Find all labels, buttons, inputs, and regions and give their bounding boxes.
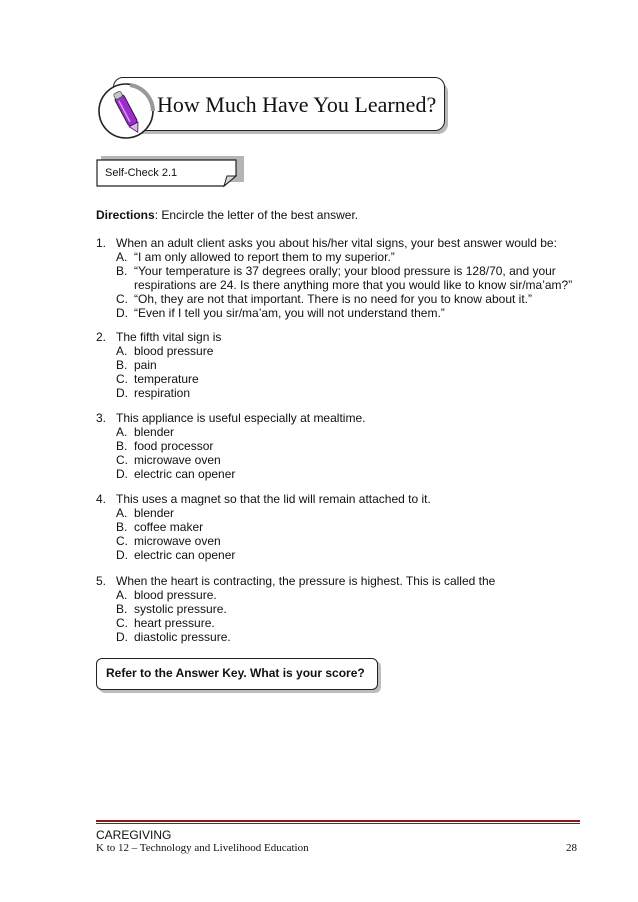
- option-letter: B.: [116, 602, 128, 616]
- option-letter: C.: [116, 534, 128, 548]
- directions: [96, 208, 358, 222]
- option-text: “Even if I tell you sir/ma’am, you will not understand them.”: [134, 306, 445, 320]
- option-letter: A.: [116, 425, 128, 439]
- option-letter: C.: [116, 292, 128, 306]
- option-text: “Your temperature is 37 degrees orally; your blood pressure is 128/70, and your: [134, 264, 556, 278]
- option-letter: C.: [116, 616, 128, 630]
- directions-label: Directions: [96, 208, 155, 222]
- option-letter: D.: [116, 467, 128, 481]
- option-letter: B.: [116, 439, 128, 453]
- question-number: 3.: [96, 411, 107, 425]
- footer-rule-thin: [96, 823, 580, 824]
- question-stem: When the heart is contracting, the pressure is highest. This is called the: [116, 574, 496, 588]
- score-prompt: Refer to the Answer Key. What is your score?: [106, 666, 365, 680]
- question-number: 4.: [96, 492, 107, 506]
- footer-title: CAREGIVING: [96, 828, 172, 842]
- option-letter: C.: [116, 372, 128, 386]
- option-text: blender: [134, 506, 175, 520]
- question-stem: The fifth vital sign is: [116, 330, 222, 344]
- option-text: blood pressure: [134, 344, 214, 358]
- option-text: “Oh, they are not that important. There is no need for you to know about it.”: [134, 292, 532, 306]
- page-number: 28: [566, 842, 577, 854]
- option-text: “I am only allowed to report them to my superior.”: [134, 250, 395, 264]
- option-letter: D.: [116, 306, 128, 320]
- option-text: microwave oven: [134, 534, 221, 548]
- option-letter: D.: [116, 386, 128, 400]
- question-stem: When an adult client asks you about his/her vital signs, your best answer would be:: [116, 236, 557, 250]
- option-text: diastolic pressure.: [134, 630, 231, 644]
- option-text: electric can opener: [134, 467, 236, 481]
- option-text: temperature: [134, 372, 199, 386]
- option-letter: D.: [116, 630, 128, 644]
- option-letter: A.: [116, 344, 128, 358]
- option-letter: B.: [116, 358, 128, 372]
- question-number: 1.: [96, 236, 107, 250]
- question-stem: This uses a magnet so that the lid will remain attached to it.: [116, 492, 431, 506]
- question-number: 5.: [96, 574, 107, 588]
- option-text: heart pressure.: [134, 616, 215, 630]
- option-text: coffee maker: [134, 520, 204, 534]
- question-number: 2.: [96, 330, 107, 344]
- question-stem: This appliance is useful especially at mealtime.: [116, 411, 366, 425]
- option-letter: A.: [116, 506, 128, 520]
- option-letter: A.: [116, 588, 128, 602]
- option-text: electric can opener: [134, 548, 236, 562]
- directions-text: : Encircle the letter of the best answer.: [154, 208, 359, 222]
- option-text: respiration: [134, 386, 191, 400]
- footer-subtitle: K to 12 – Technology and Livelihood Education: [96, 842, 309, 854]
- self-check-label: Self-Check 2.1: [105, 167, 178, 179]
- option-letter: C.: [116, 453, 128, 467]
- option-text: pain: [134, 358, 157, 372]
- option-letter: D.: [116, 548, 128, 562]
- option-letter: B.: [116, 264, 128, 278]
- option-text-continued: respirations are 24. Is there anything more that you would like to know sir/ma’am?”: [134, 278, 573, 292]
- option-text: blender: [134, 425, 175, 439]
- option-text: blood pressure.: [134, 588, 217, 602]
- option-text: systolic pressure.: [134, 602, 227, 616]
- footer-rule: [96, 820, 580, 822]
- option-text: microwave oven: [134, 453, 221, 467]
- option-letter: A.: [116, 250, 128, 264]
- option-letter: B.: [116, 520, 128, 534]
- banner-title: How Much Have You Learned?: [157, 92, 437, 117]
- option-text: food processor: [134, 439, 214, 453]
- pen-icon: [97, 82, 157, 142]
